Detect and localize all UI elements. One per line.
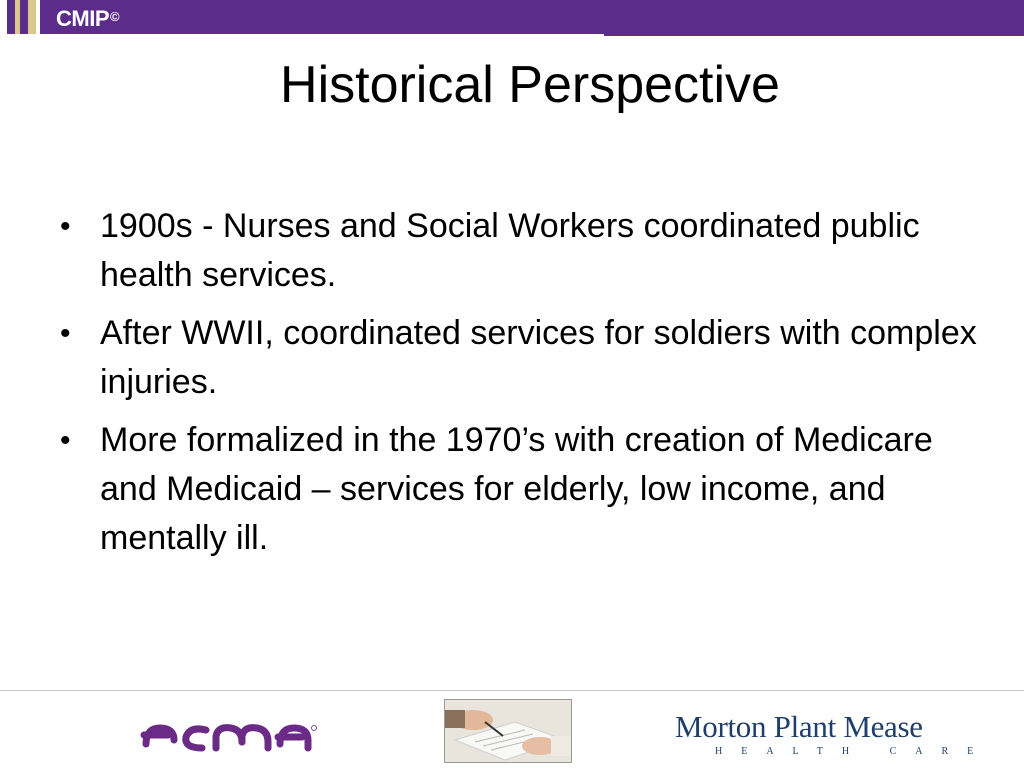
decorative-stripe bbox=[7, 0, 15, 34]
bullet-list bbox=[60, 202, 990, 572]
bullet-item bbox=[60, 309, 990, 407]
paperwork-illustration-icon bbox=[445, 700, 571, 762]
acma-logo bbox=[138, 710, 318, 754]
bullet-dot-icon: • bbox=[60, 424, 71, 457]
decorative-stripe bbox=[20, 0, 28, 34]
decorative-stripe bbox=[36, 0, 40, 34]
bullet-text: More formalized in the 1970’s with creation of Medicare and Medicaid – services for elderly, low income, and mentally ill. bbox=[100, 421, 933, 557]
brand-logo-text bbox=[56, 6, 119, 32]
decorative-stripe bbox=[28, 0, 36, 34]
hands-writing-paperwork-photo bbox=[444, 699, 572, 763]
bullet-item bbox=[60, 416, 990, 563]
bullet-dot-icon: • bbox=[60, 317, 71, 350]
copyright-mark: © bbox=[110, 9, 120, 24]
footer-divider bbox=[0, 690, 1024, 691]
slide-title: Historical Perspective bbox=[280, 56, 780, 114]
bullet-item bbox=[60, 202, 990, 300]
bullet-text: After WWII, coordinated services for soldiers with complex injuries. bbox=[100, 314, 977, 401]
morton-plant-mease-logo bbox=[675, 709, 993, 760]
brand-name: CMIP bbox=[56, 6, 109, 31]
top-brand-bar bbox=[0, 0, 1024, 34]
mpm-logo-name: Morton Plant Mease bbox=[675, 709, 923, 744]
mpm-logo-subtitle: HEALTH CARE bbox=[715, 746, 993, 757]
bullet-dot-icon: • bbox=[60, 210, 71, 243]
header-underline bbox=[604, 33, 1024, 36]
decorative-stripe bbox=[0, 0, 7, 34]
bullet-text: 1900s - Nurses and Social Workers coordinated public health services. bbox=[100, 207, 920, 294]
